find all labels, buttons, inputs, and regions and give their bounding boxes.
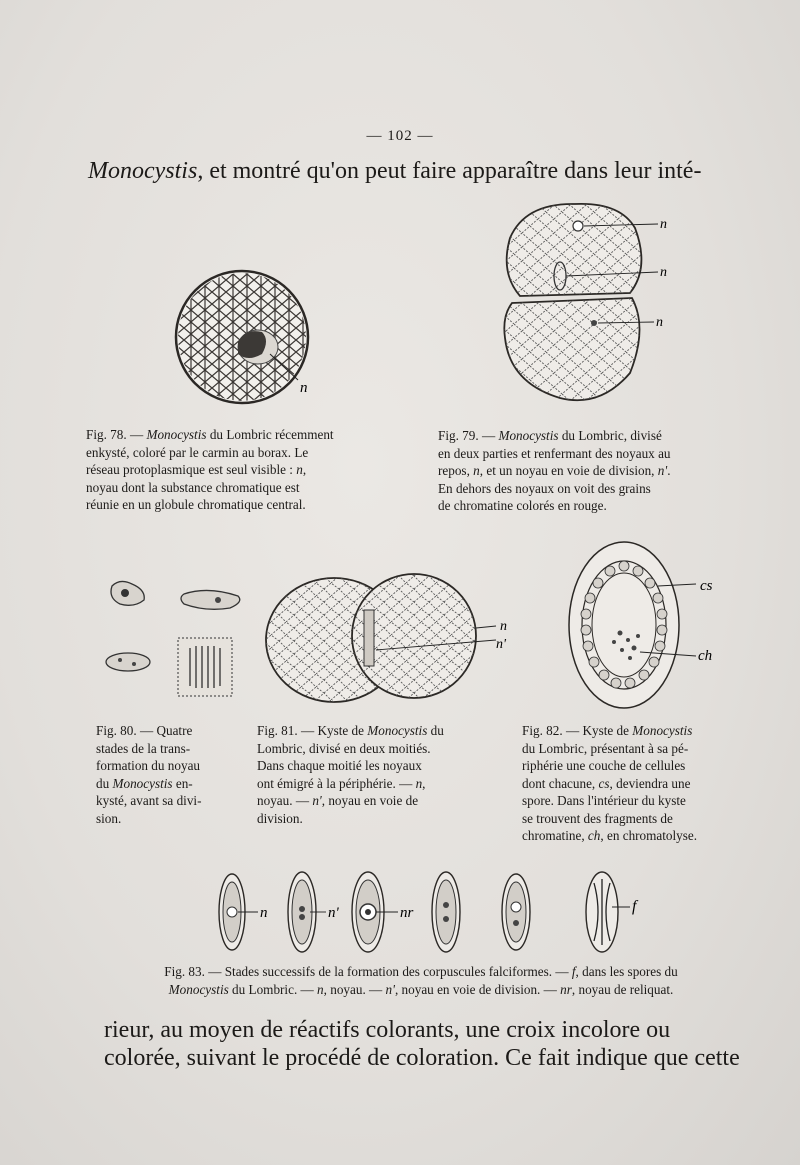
body-text-roman: , et montré qu'on peut faire apparaître dans leur inté-: [197, 158, 702, 184]
fig83-label-n: n: [260, 905, 268, 921]
caption-line: riphérie une couche de cellules: [522, 758, 686, 773]
fig83-label-nr: nr: [400, 905, 414, 921]
figure-80-caption: [96, 722, 238, 827]
caption-line: enkysté, coloré par le carmin au borax. Le: [86, 444, 309, 460]
caption-line: de chromatine colorés en rouge.: [438, 498, 607, 513]
fig81-label-n-prime: n': [496, 637, 506, 652]
caption-line: noyau dont la substance chromatique est: [86, 479, 300, 495]
caption-line: division.: [257, 810, 303, 826]
fig78-label-n: n: [300, 380, 308, 396]
body-text-bottom-line-1: rieur, au moyen de réactifs colorants, une croix incolore ou: [104, 1017, 671, 1043]
caption-line: Fig. 79. — Monocystis du Lombric, divisé: [438, 428, 662, 443]
caption-line: kysté, avant sa divi-: [96, 793, 202, 808]
figure-83-caption: [96, 963, 746, 998]
caption-line: réseau protoplasmique est seul visible : n,: [86, 462, 307, 477]
caption-line: du Lombric, présentant à sa pé-: [522, 740, 689, 756]
figure-82-illustration: [562, 538, 752, 718]
figure-78-illustration: [170, 262, 330, 412]
caption-line: Fig. 78. — Monocystis du Lombric récemment: [86, 427, 334, 442]
page-number: — 102 —: [366, 128, 434, 144]
body-text-top: [88, 156, 701, 186]
caption-line: en deux parties et renfermant des noyaux au: [438, 445, 671, 461]
body-text-italic: Monocystis: [88, 158, 198, 184]
caption-line: sion.: [96, 810, 122, 826]
fig82-label-cs: cs: [700, 578, 713, 594]
caption-line: ont émigré à la périphérie. — n,: [257, 775, 426, 791]
figure-79-caption: [438, 427, 736, 515]
caption-line: chromatine, ch, en chromatolyse.: [522, 828, 698, 843]
fig82-label-ch: ch: [698, 648, 713, 664]
figure-81-illustration: [264, 570, 524, 710]
figure-83-illustration: [210, 865, 660, 960]
fig79-label-n-2: n: [660, 265, 667, 280]
fig79-label-n-3: n: [656, 315, 663, 330]
fig83-label-f: f: [632, 898, 637, 915]
figure-79-illustration: [490, 198, 680, 418]
caption-line: se trouvent des fragments de: [522, 810, 673, 826]
caption-line: Fig. 83. — Stades successifs de la formation des corpuscules falciformes. — f, dans les spores du: [164, 964, 678, 979]
caption-line: spore. Dans l'intérieur du kyste: [522, 793, 686, 808]
caption-line: du Monocystis en-: [96, 775, 193, 791]
caption-line: stades de la trans-: [96, 740, 191, 756]
figure-80-illustration: [98, 572, 248, 702]
caption-line: Fig. 82. — Kyste de Monocystis: [522, 723, 693, 738]
caption-line: En dehors des noyaux on voit des grains: [438, 480, 651, 496]
caption-line: Monocystis du Lombric. — n, noyau. — n', noyau en voie de division. — nr, noyau de reliquat.: [168, 981, 674, 997]
fig79-label-n-1: n: [660, 217, 667, 232]
caption-line: repos, n, et un noyau en voie de division, n'.: [438, 463, 671, 478]
caption-line: noyau. — n', noyau en voie de: [257, 793, 419, 808]
caption-line: Dans chaque moitié les noyaux: [257, 758, 422, 773]
figure-78-caption: [86, 426, 393, 514]
caption-line: réunie en un globule chromatique central.: [86, 497, 306, 512]
body-text-bottom-line-2: colorée, suivant le procédé de coloration. Ce fait indique que cette: [104, 1045, 740, 1071]
caption-line: Fig. 81. — Kyste de Monocystis du: [257, 723, 444, 738]
fig83-label-n-prime: n': [328, 905, 339, 921]
caption-line: dont chacune, cs, deviendra une: [522, 775, 691, 791]
fig81-label-n: n: [500, 619, 507, 634]
caption-line: Lombric, divisé en deux moitiés.: [257, 740, 431, 756]
figure-81-caption: [257, 722, 507, 827]
caption-line: Fig. 80. — Quatre: [96, 723, 193, 738]
figure-82-caption: [522, 722, 744, 845]
caption-line: formation du noyau: [96, 758, 201, 773]
